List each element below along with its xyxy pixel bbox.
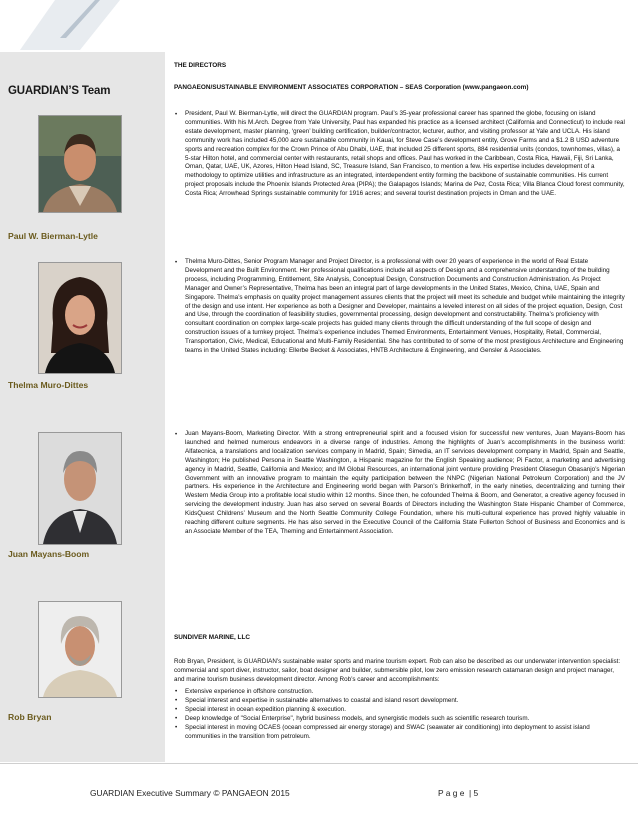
bullet: •: [175, 112, 178, 118]
member-name: Thelma Muro-Dittes: [8, 380, 89, 390]
rob-accomplishments-list: [175, 688, 625, 741]
list-item: • Special interest and expertise in sustainable alternatives to coastal and island resort development.: [175, 697, 625, 706]
member-name: Rob Bryan: [8, 712, 52, 722]
bio-paul: President, Paul W. Bierman-Lytle, will direct the GUARDIAN program. Paul’s 35-year professional career has spanned the globe, focusing on island communities. With his M.Arch. Degree from Yale University, Paul has expanded his practice as a licensed architect (California and Connecticut) to include real estate development, master planning, ‘green’ building certification, builder/contractor, lecturer, author, and visiting professor at Yale and UCLA. His island community work has included 45,000 acre sustainable community in Kauai, for Steve Case’s development entity, Grove Farms and a $1.2 B USD adventure sports and recreation complex for the Crown Prince of Abu Dhabi, UAE, that included 25 different sports, 884 residential units (condos, townhomes, villas), a 5-star Hilton hotel, and commercial center with restaurants, retail shops and offices. Paul has worked in the Caribbean, Costa Rica, Hawaii, Fiji, Sri Lanka, Oman, Qatar, UAE, UK, Azores, Hilton Head Island, SC, Treasure Island, San Francisco, to mention a few. His expertise includes development of a methodology to optimize utilities and infrastructure as an integrated, interdependent entity forming the backbone of sustainable communities. His current project proposals include the Phoenix Islands Protected Area (PIPA); the Galapagos Islands; Marina de Pez, Costa Rica; Villa Blanca Cloud forest community, Costa Rica; Arrowhead Springs sustainable community for 1916 acres; and several tourist destination projects in Oman and the UAE.: [185, 110, 625, 198]
member-name: Juan Mayans-Boom: [8, 549, 90, 559]
photo-rob: [38, 601, 122, 698]
list-item: • Special interest in ocean expedition planning & execution.: [175, 706, 625, 715]
column-divider: [165, 52, 167, 762]
section-title: THE DIRECTORS: [174, 62, 227, 69]
photo-juan: [38, 432, 122, 545]
bullet: •: [175, 260, 178, 266]
bio-thelma: Thelma Muro-Dittes, Senior Program Manager and Project Director, is a professional with over 20 years of experience in the world of Real Estate Development and the Built Environment. Her professional qualifications include all aspects of Design and a comprehensive understanding of the building process, including Programming, Entitlement, Site Analysis, Conceptual Design, Construction Documents and Construction Administration. As Project Manager and Owner’s Representative, Thelma has been an integral part of large developments in the United States, Mexico, China, UAE, Spain and Singapore. Thelma’s emphasis on quality project management assures clients that the project will meet its schedule and budget while maintaining the integrity of the design and use intent. Her experience as both a Designer and Developer, maintains a leveled interest on all sides of the project equation, Design, Cost and Use, through the coordination of feasibility studies, governmental processing, design development and constructability. Thelma’s proficiency with consultant coordination on complex large-scale projects has guided many clients through the difficult understanding of the full scope of design and construction issues of a turnkey project. Thelma’s experience includes Themed Environments, Entertainment Venues, Hospitality, Retail, Commercial, Transportation, Civic, Medical, Educational and Multi-Family Residential. She has contributed to of some of the most prestigious Architecture and Engineering teams in the United States including: Ellerbe Becket & Associates, HNTB Architecture & Engineering, and Gensler & Associates.: [185, 258, 625, 355]
company-heading: PANGAEON/SUSTAINABLE ENVIRONMENT ASSOCIATES CORPORATION – SEAS Corporation (www.pangaeon.com): [174, 84, 529, 91]
photo-thelma: [38, 262, 122, 374]
team-title: GUARDIAN’S Team: [8, 85, 111, 97]
list-item: • Extensive experience in offshore construction.: [175, 688, 625, 697]
footer-text: GUARDIAN Executive Summary © PANGAEON 2015: [90, 788, 290, 798]
page-number: P a g e | 5: [438, 788, 479, 798]
list-item: • Deep knowledge of "Social Enterprise", hybrid business models, and synergistic models such as scientific research tourism.: [175, 715, 625, 724]
footer-rule: [0, 763, 638, 764]
bio-rob: Rob Bryan, President, is GUARDIAN’s sustainable water sports and marine tourism expert. Rob can also be described as our underwater intervention specialist: commercial and sport diver, instructor, sailor, boat designer and builder, submersible pilot, low zero emission research catamaran design and project manager, and marine tourism business development director. Among Rob’s career and accomplishments:: [174, 658, 621, 683]
bullet: •: [175, 432, 178, 438]
list-item: • Special interest in moving OCAES (ocean compressed air energy storage) and SWAC (seawater air conditioning) into deployment to assist island communities in the transition from petroleum.: [175, 724, 625, 742]
company-heading: SUNDIVER MARINE, LLC: [174, 634, 250, 641]
member-name: Paul W. Bierman-Lytle: [8, 231, 98, 241]
corner-decoration: [0, 0, 150, 60]
photo-paul: [38, 115, 122, 213]
bio-juan: Juan Mayans-Boom, Marketing Director. With a strong entrepreneurial spirit and a focused vision for successful new ventures, Juan Mayans-Boom has launched and helmed numerous endeavors in a diverse range of industries. Among the highlights of Juan’s accomplishments in the business world: Alfatecnica, a translations and localization services company in Madrid, Spain; Simedia, an IT services development company in Madrid, Spain and Seattle, Washington; He published Persona in Seattle Washington, a Hispanic magazine for the English Speaking audience; Pi Factor, a marketing and advertising agency in Madrid, Seattle, California and Mexico; and IM Global Resources, an international joint venture providing President Olasegun Obasanjo’s Nigerian Government with an innovative program to maintain the equity participation between the NNPC (Nigerian National Petroleum Corporation) and the JV partners. His experience in the Architecture and Engineering world began with Parson’s Brinkerhoff, in the early nineties, decentralizing and turning their Western Media Group into a profitable local studio within 12 months. Since then, he cofounded Thelma & Boom, and Generator, a creative agency focused in servicing the development industry. Juan has also served on several Boards of Directors including the Washington State Hispanic Chamber of Commerce, KidsQuest Childrens’ Museum and the North Seattle Community College Foundation, where his multi-cultural experience has proved highly valuable in reaching different culture segments. He has also served in the Executive Council of the California State Fullerton School of Business and Economics and is an Associate Member of the TEA, Theming and Entertainment Association.: [185, 430, 625, 535]
